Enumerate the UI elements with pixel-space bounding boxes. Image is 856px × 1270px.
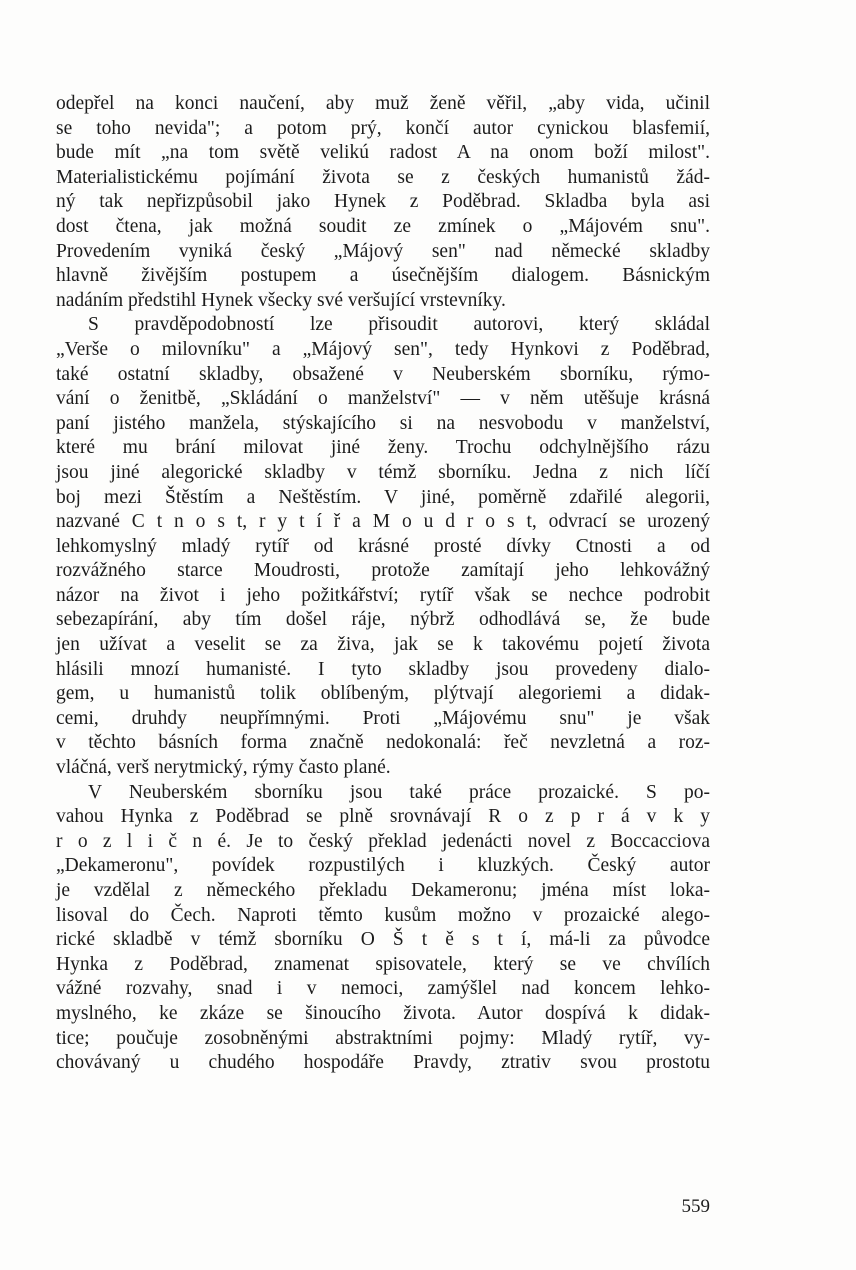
text-line: vání o ženitbě, „Skládání o manželství" — v něm utěšuje krásná [56,388,710,410]
text-line: boj mezi Štěstím a Neštěstím. V jiné, poměrně zdařilé alegorii, [56,486,710,508]
text-line: cemi, druhdy neupřímnými. Proti „Májovému snu" je však [56,707,710,729]
text-line: lehkomyslný mladý rytíř od krásné prosté dívky Ctnosti a od [56,535,710,557]
text-line: bude mít „na tom světě velikú radost A na onom boží milost". [56,142,710,164]
text-line: paní jistého manžela, stýskajícího si na nesvobodu v manželství, [56,412,710,434]
text-line: jsou jiné alegorické skladby v témž sborníku. Jedna z nich líčí [56,461,710,483]
text-line: r o z l i č n é. Je to český překlad jedenácti novel z Boccacciova [56,830,710,852]
text-line: S pravděpodobností lze přisoudit autorovi, který skládal [88,314,710,336]
text-line: „Verše o milovníku" a „Májový sen", tedy Hynkovi z Poděbrad, [56,338,710,360]
text-line: nazvané C t n o s t, r y t í ř a M o u d r o s t, odvrací se urozený [56,511,710,533]
text-line: Hynka z Poděbrad, znamenat spisovatele, který se ve chvílích [56,953,710,975]
text-line: myslného, ke zkáze se šinoucího života. Autor dospívá k didak- [56,1002,710,1024]
text-line: rozvážného starce Moudrosti, protože zamítají jeho lehkovážný [56,560,710,582]
text-line: Provedením vyniká český „Májový sen" nad německé skladby [56,240,710,262]
text-line: jen užívat a veselit se za živa, jak se k takovému pojetí života [56,634,710,656]
text-line: vážné rozvahy, snad i v nemoci, zamýšlel nad koncem lehko- [56,978,710,1000]
text-line: gem, u humanistů tolik oblíbeným, plýtvají alegoriemi a didak- [56,683,710,705]
text-line: vahou Hynka z Poděbrad se plně srovnávají R o z p r á v k y [56,806,710,828]
text-line: vláčná, verš nerytmický, rýmy často plané. [56,757,391,779]
text-line: v těchto básních forma značně nedokonalá: řeč nevzletná a roz- [56,732,710,754]
body-text [56,92,710,1076]
text-line: chovávaný u chudého hospodáře Pravdy, ztrativ svou prostotu [56,1052,710,1074]
text-line: Materialistickému pojímání života se z českých humanistů žád- [56,166,710,188]
text-line: sebezapírání, aby tím došel ráje, nýbrž odhodlává se, že bude [56,609,710,631]
text-line: hlavně živějším postupem a úsečnějším dialogem. Básnickým [56,265,710,287]
text-line: nadáním předstihl Hynek všecky své veršující vrstevníky. [56,289,506,311]
text-line: které mu brání milovat jiné ženy. Trochu odchylnějšího rázu [56,437,710,459]
text-line: hlásili mnozí humanisté. I tyto skladby jsou provedeny dialo- [56,658,710,680]
text-line: V Neuberském sborníku jsou také práce prozaické. S po- [88,781,710,803]
text-line: ný tak nepřizpůsobil jako Hynek z Poděbrad. Skladba byla asi [56,191,710,213]
text-line: dost čtena, jak možná soudit ze zmínek o „Májovém snu". [56,215,710,237]
text-line: rické skladbě v témž sborníku O Š t ě s t í, má-li za původce [56,929,710,951]
page-number: 559 [681,1196,710,1217]
text-line: také ostatní skladby, obsažené v Neuberském sborníku, rýmo- [56,363,710,385]
text-line: lisoval do Čech. Naproti těmto kusům možno v prozaické alego- [56,904,710,926]
text-line: je vzdělal z německého překladu Dekameronu; jména míst loka- [56,880,710,901]
text-line: odepřel na konci naučení, aby muž ženě věřil, „aby vida, učinil [56,93,710,114]
text-line: „Dekameronu", povídek rozpustilých i kluzkých. Český autor [56,855,710,877]
text-line: názor na život i jeho požitkářství; rytíř však se nechce podrobit [56,584,710,606]
text-line: se toho nevida"; a potom prý, končí autor cynickou blasfemií, [56,117,710,139]
text-line: tice; poučuje zosobněnými abstraktními pojmy: Mladý rytíř, vy- [56,1027,710,1049]
